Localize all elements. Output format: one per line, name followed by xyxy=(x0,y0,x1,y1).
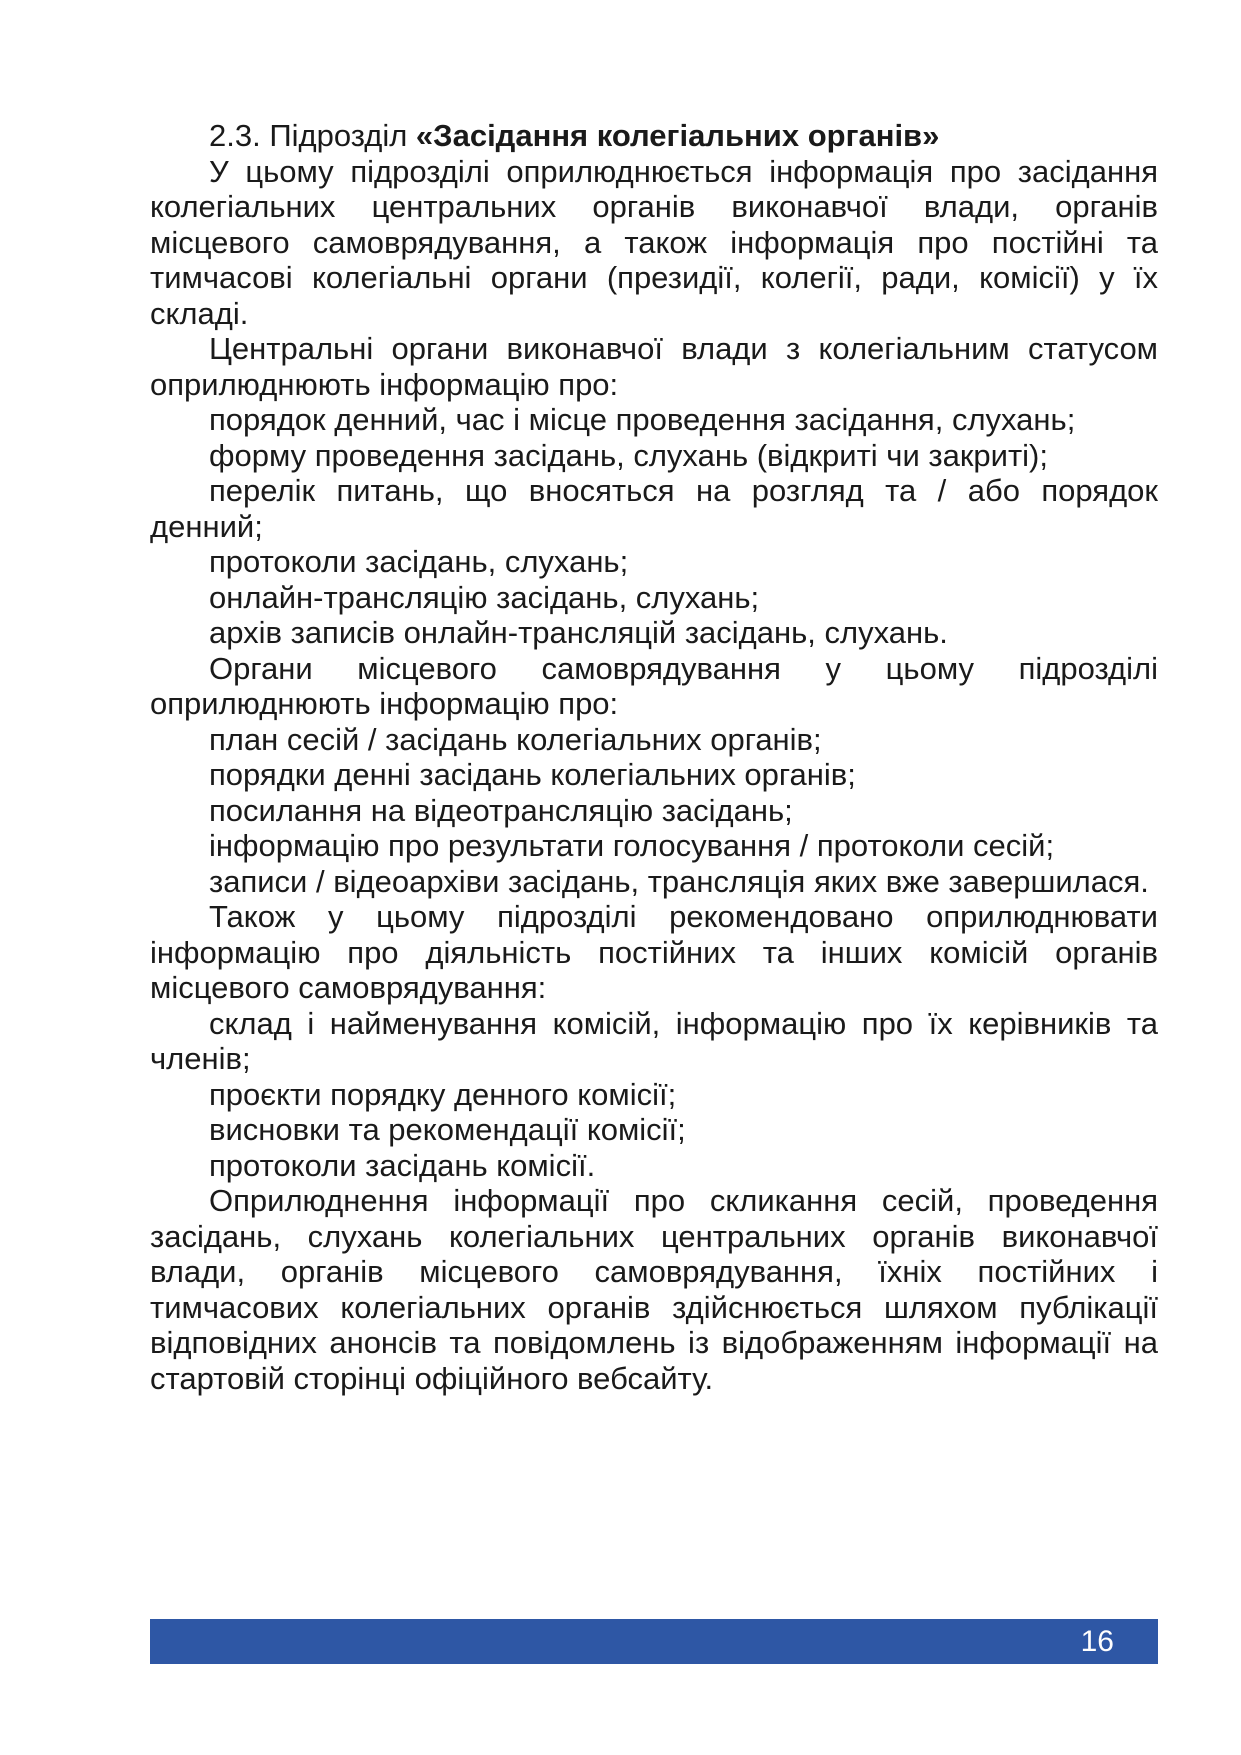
list-item: план сесій / засідань колегіальних органів; xyxy=(209,721,822,757)
list-item: записи / відеоархіви засідань, трансляція яких вже завершилася. xyxy=(209,863,1149,899)
paragraph-intro: У цьому підрозділі оприлюднюється інформація про засідання колегіальних центральних органів виконавчої влади, органів місцевого самоврядування, а також інформація про постійні та тимчасові колегіальні органи (президії, колегії, ради, комісії) у їх складі. xyxy=(150,153,1158,331)
list-item: посилання на відеотрансляцію засідань; xyxy=(209,792,793,828)
list-item: форму проведення засідань, слухань (відкриті чи закриті); xyxy=(209,437,1048,473)
list-item: онлайн-трансляцію засідань, слухань; xyxy=(209,579,760,615)
paragraph-publication: Оприлюднення інформації про скликання сесій, проведення засідань, слухань колегіальних центральних органів виконавчої влади, органів місцевого самоврядування, їхніх постійних і тимчасових колегіальних органів здійснюється шляхом публікації відповідних анонсів та повідомлень із відображенням інформації на стартовій сторінці офіційного вебсайту. xyxy=(150,1183,1158,1396)
section-heading-prefix: 2.3. Підрозділ xyxy=(209,118,416,153)
list-item: порядок денний, час і місце проведення засідання, слухань; xyxy=(209,402,1076,437)
list-item: протоколи засідань комісії. xyxy=(209,1147,596,1183)
section-heading-title: «Засідання колегіальних органів» xyxy=(415,118,940,153)
list-item: інформацію про результати голосування / протоколи сесій; xyxy=(209,828,1055,863)
paragraph-local-government: Органи місцевого самоврядування у цьому підрозділі оприлюднюють інформацію про: xyxy=(150,650,1158,721)
paragraph-central-bodies: Центральні органи виконавчої влади з колегіальним статусом оприлюднюють інформацію про: xyxy=(150,331,1158,402)
page-number: 16 xyxy=(1080,1625,1114,1658)
list-item: протоколи засідань, слухань; xyxy=(209,544,629,579)
paragraph-commissions: Також у цьому підрозділі рекомендовано оприлюднювати інформацію про діяльність постійних та інших комісій органів місцевого самоврядування: xyxy=(150,899,1158,1005)
list-item: склад і найменування комісій, інформацію про їх керівників та членів; xyxy=(150,1005,1158,1076)
list-item: висновки та рекомендації комісії; xyxy=(209,1112,686,1147)
section-heading xyxy=(150,118,1158,154)
list-item: проєкти порядку денного комісії; xyxy=(209,1076,677,1112)
document-body xyxy=(150,118,1158,1396)
footer-bar xyxy=(150,1619,1158,1664)
list-item: перелік питань, що вносяться на розгляд та / або порядок денний; xyxy=(150,473,1158,544)
list-item: порядки денні засідань колегіальних органів; xyxy=(209,757,856,792)
list-item: архів записів онлайн-трансляцій засідань, слухань. xyxy=(209,615,948,650)
